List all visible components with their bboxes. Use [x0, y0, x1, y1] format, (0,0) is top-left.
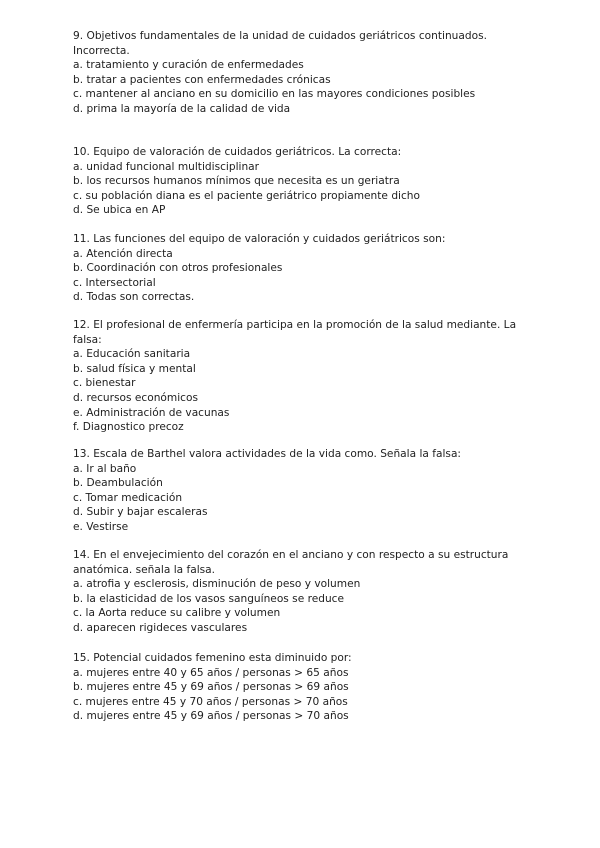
stem-line: 12. El profesional de enfermería participa en la promoción de la salud mediante. La — [73, 319, 517, 331]
answer-option: c. mantener al anciano en su domicilio en las mayores condiciones posibles — [73, 88, 476, 101]
question-9 — [73, 29, 543, 117]
question-stem — [73, 318, 543, 347]
answer-option: c. bienestar — [73, 377, 136, 390]
answer-option: a. mujeres entre 40 y 65 años / personas > 65 años — [73, 666, 349, 679]
answer-option: c. Tomar medicación — [73, 491, 183, 504]
answer-option: a. Educación sanitaria — [73, 348, 191, 361]
answer-option: d. recursos económicos — [73, 391, 198, 404]
answer-option: b. los recursos humanos mínimos que necesita es un geriatra — [73, 175, 400, 188]
question-12 — [73, 318, 543, 435]
answer-option: c. mujeres entre 45 y 70 años / personas > 70 años — [73, 695, 348, 708]
answer-option: d. mujeres entre 45 y 69 años / personas > 70 años — [73, 710, 349, 723]
answer-option: d. Se ubica en AP — [73, 204, 166, 217]
stem-line: 13. Escala de Barthel valora actividades de la vida como. Señala la falsa: — [73, 448, 462, 460]
stem-line: 9. Objetivos fundamentales de la unidad de cuidados geriátricos continuados. — [73, 30, 487, 42]
question-15 — [73, 651, 543, 724]
answer-option: b. Coordinación con otros profesionales — [73, 262, 283, 275]
stem-line: falsa: — [73, 333, 102, 346]
stem-line: 15. Potencial cuidados femenino esta diminuido por: — [73, 652, 352, 664]
answer-option: c. su población diana es el paciente geriátrico propiamente dicho — [73, 189, 421, 202]
question-11 — [73, 232, 543, 305]
answer-option: d. Subir y bajar escaleras — [73, 506, 208, 519]
answer-option: a. Ir al baño — [73, 462, 137, 475]
answer-option: d. prima la mayoría de la calidad de vida — [73, 102, 291, 115]
question-stem — [73, 232, 543, 247]
answer-option: b. la elasticidad de los vasos sanguíneos se reduce — [73, 592, 345, 605]
answer-option: a. atrofia y esclerosis, disminución de peso y volumen — [73, 578, 361, 591]
answer-option: f. Diagnostico precoz — [73, 421, 184, 434]
answer-option: a. Atención directa — [73, 247, 173, 260]
answer-option: a. unidad funcional multidisciplinar — [73, 160, 260, 173]
question-stem — [73, 29, 543, 58]
answer-option: b. mujeres entre 45 y 69 años / personas > 69 años — [73, 681, 349, 694]
question-stem — [73, 651, 543, 666]
stem-line: 10. Equipo de valoración de cuidados geriátricos. La correcta: — [73, 146, 402, 158]
answer-option: d. aparecen rigideces vasculares — [73, 621, 248, 634]
answer-option: c. Intersectorial — [73, 276, 156, 289]
answer-option: b. tratar a pacientes con enfermedades crónicas — [73, 73, 331, 86]
question-stem — [73, 548, 543, 577]
stem-line: Incorrecta. — [73, 44, 130, 57]
stem-line: anatómica. señala la falsa. — [73, 563, 216, 576]
question-10 — [73, 145, 543, 218]
stem-line: 14. En el envejecimiento del corazón en el anciano y con respecto a su estructura — [73, 549, 509, 561]
answer-option: b. Deambulación — [73, 477, 163, 490]
answer-option: e. Administración de vacunas — [73, 406, 230, 419]
answer-option: d. Todas son correctas. — [73, 291, 195, 304]
question-13 — [73, 447, 543, 535]
question-14 — [73, 548, 543, 636]
answer-option: e. Vestirse — [73, 520, 129, 533]
question-stem — [73, 145, 543, 160]
answer-option: a. tratamiento y curación de enfermedades — [73, 59, 304, 72]
answer-option: c. la Aorta reduce su calibre y volumen — [73, 607, 281, 620]
stem-line: 11. Las funciones del equipo de valoración y cuidados geriátricos son: — [73, 233, 446, 245]
answer-option: b. salud física y mental — [73, 362, 196, 375]
question-stem — [73, 447, 543, 462]
